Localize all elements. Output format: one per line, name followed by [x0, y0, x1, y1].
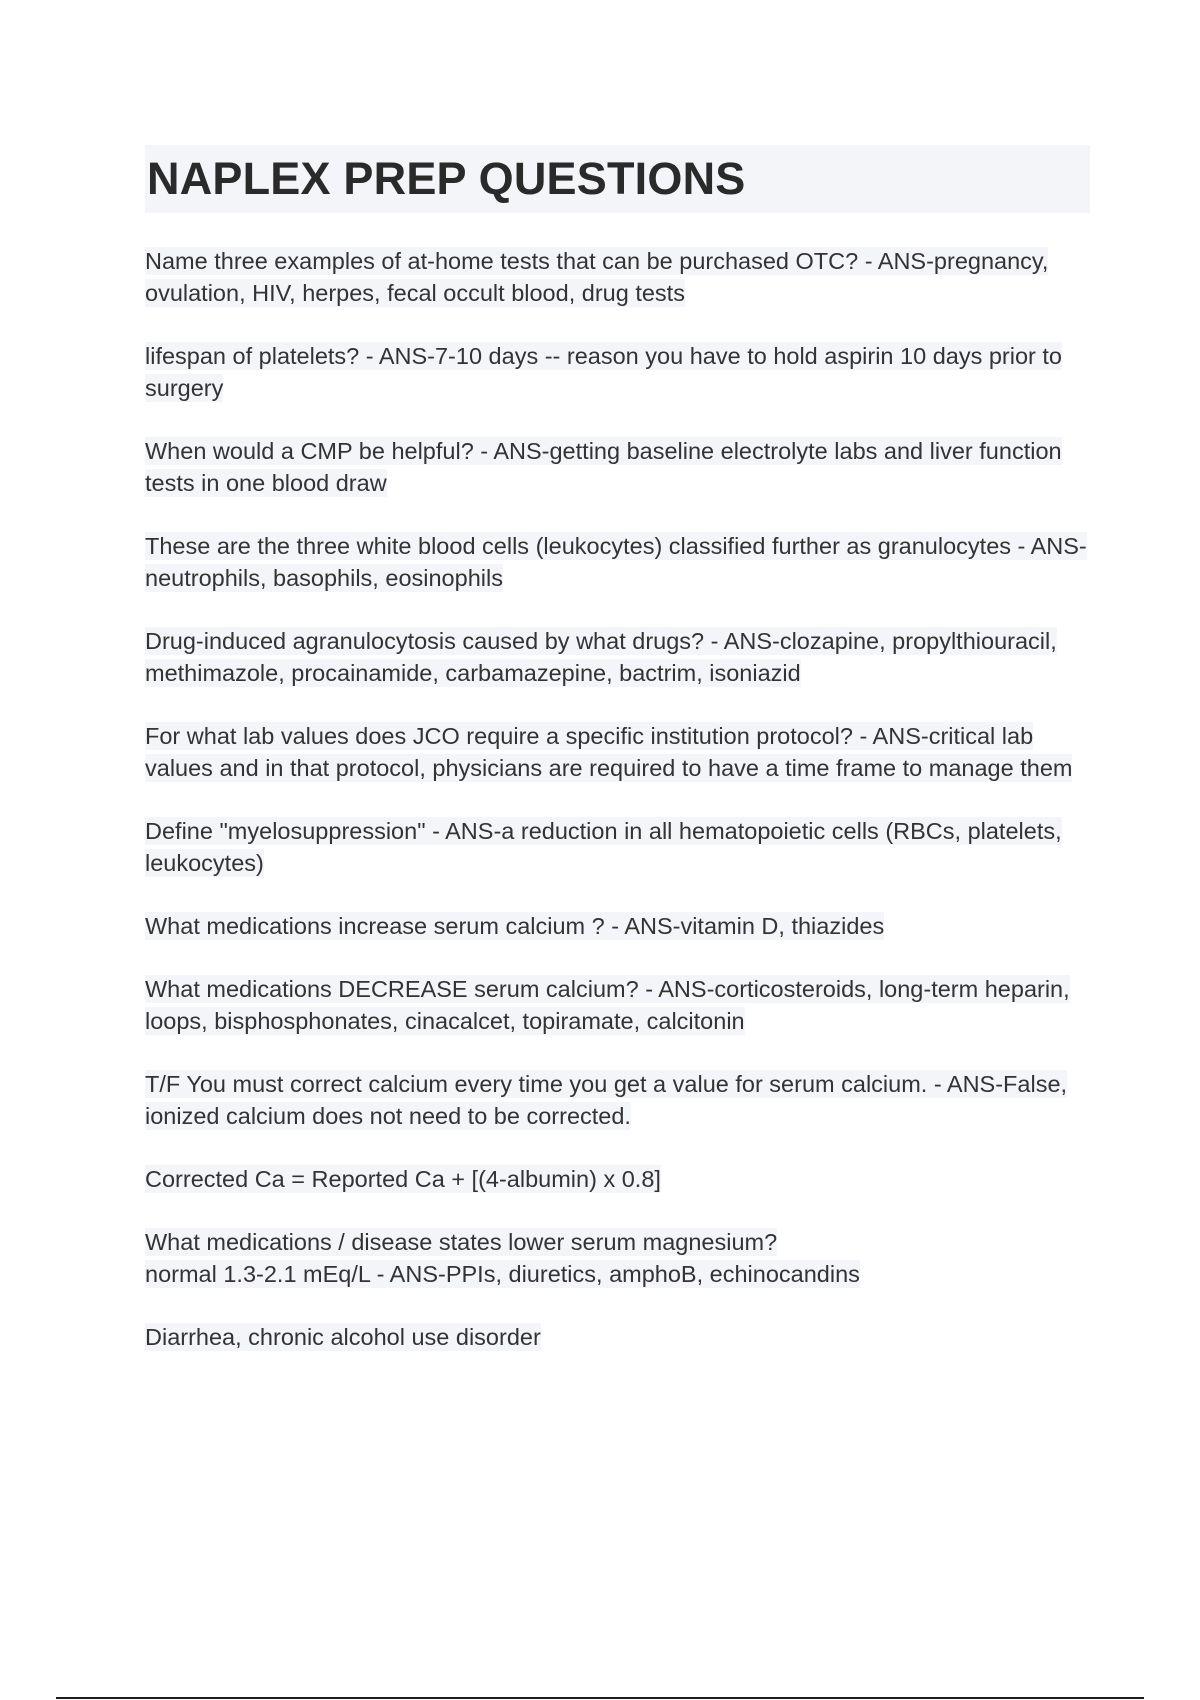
qa-text: T/F You must correct calcium every time you get a value for serum calcium. - ANS-False, ionized calcium does not need to be corrected.: [145, 1071, 1068, 1129]
formula-text: Corrected Ca = Reported Ca + [(4-albumin) x 0.8]: [145, 1166, 661, 1192]
qa-entry: [145, 1321, 1095, 1353]
qa-text: For what lab values does JCO require a specific institution protocol? - ANS-critical lab values and in that protocol, physicians are required to have a time frame to manage them: [145, 723, 1073, 781]
qa-text: What medications increase serum calcium ? - ANS-vitamin D, thiazides: [145, 913, 885, 939]
qa-text: What medications DECREASE serum calcium? - ANS-corticosteroids, long-term heparin, loops, bisphosphonates, cinacalcet, topiramate, calcitonin: [145, 976, 1070, 1034]
qa-question-line: What medications / disease states lower serum magnesium?: [145, 1229, 778, 1255]
qa-text: These are the three white blood cells (leukocytes) classified further as granulocytes - ANS-neutrophils, basophils, eosinophils: [145, 533, 1087, 591]
title-block: [145, 145, 1090, 213]
qa-text: Diarrhea, chronic alcohol use disorder: [145, 1324, 541, 1350]
question-list: [145, 245, 1095, 1384]
qa-text: lifespan of platelets? - ANS-7-10 days -- reason you have to hold aspirin 10 days prior to surgery: [145, 343, 1063, 401]
qa-entry: [145, 625, 1095, 689]
qa-entry: [145, 340, 1095, 404]
qa-entry: [145, 910, 1095, 942]
qa-entry: [145, 815, 1095, 879]
qa-entry: [145, 435, 1095, 499]
qa-entry: [145, 1068, 1095, 1132]
qa-answer-line: normal 1.3-2.1 mEq/L - ANS-PPIs, diuretics, amphoB, echinocandins: [145, 1261, 860, 1287]
qa-text: Drug-induced agranulocytosis caused by what drugs? - ANS-clozapine, propylthiouracil, methimazole, procainamide, carbamazepine, bactrim, isoniazid: [145, 628, 1057, 686]
qa-entry: [145, 720, 1095, 784]
qa-entry: [145, 1226, 1095, 1290]
page-title: NAPLEX PREP QUESTIONS: [147, 153, 746, 204]
footer-divider: [56, 1697, 1144, 1699]
qa-text: When would a CMP be helpful? - ANS-getting baseline electrolyte labs and liver function tests in one blood draw: [145, 438, 1062, 496]
formula-entry: [145, 1163, 1095, 1195]
qa-text: Define "myelosuppression" - ANS-a reduction in all hematopoietic cells (RBCs, platelets, leukocytes): [145, 818, 1062, 876]
qa-entry: [145, 530, 1095, 594]
qa-text: Name three examples of at-home tests that can be purchased OTC? - ANS-pregnancy, ovulation, HIV, herpes, fecal occult blood, drug tests: [145, 248, 1049, 306]
qa-entry: [145, 245, 1095, 309]
qa-entry: [145, 973, 1095, 1037]
